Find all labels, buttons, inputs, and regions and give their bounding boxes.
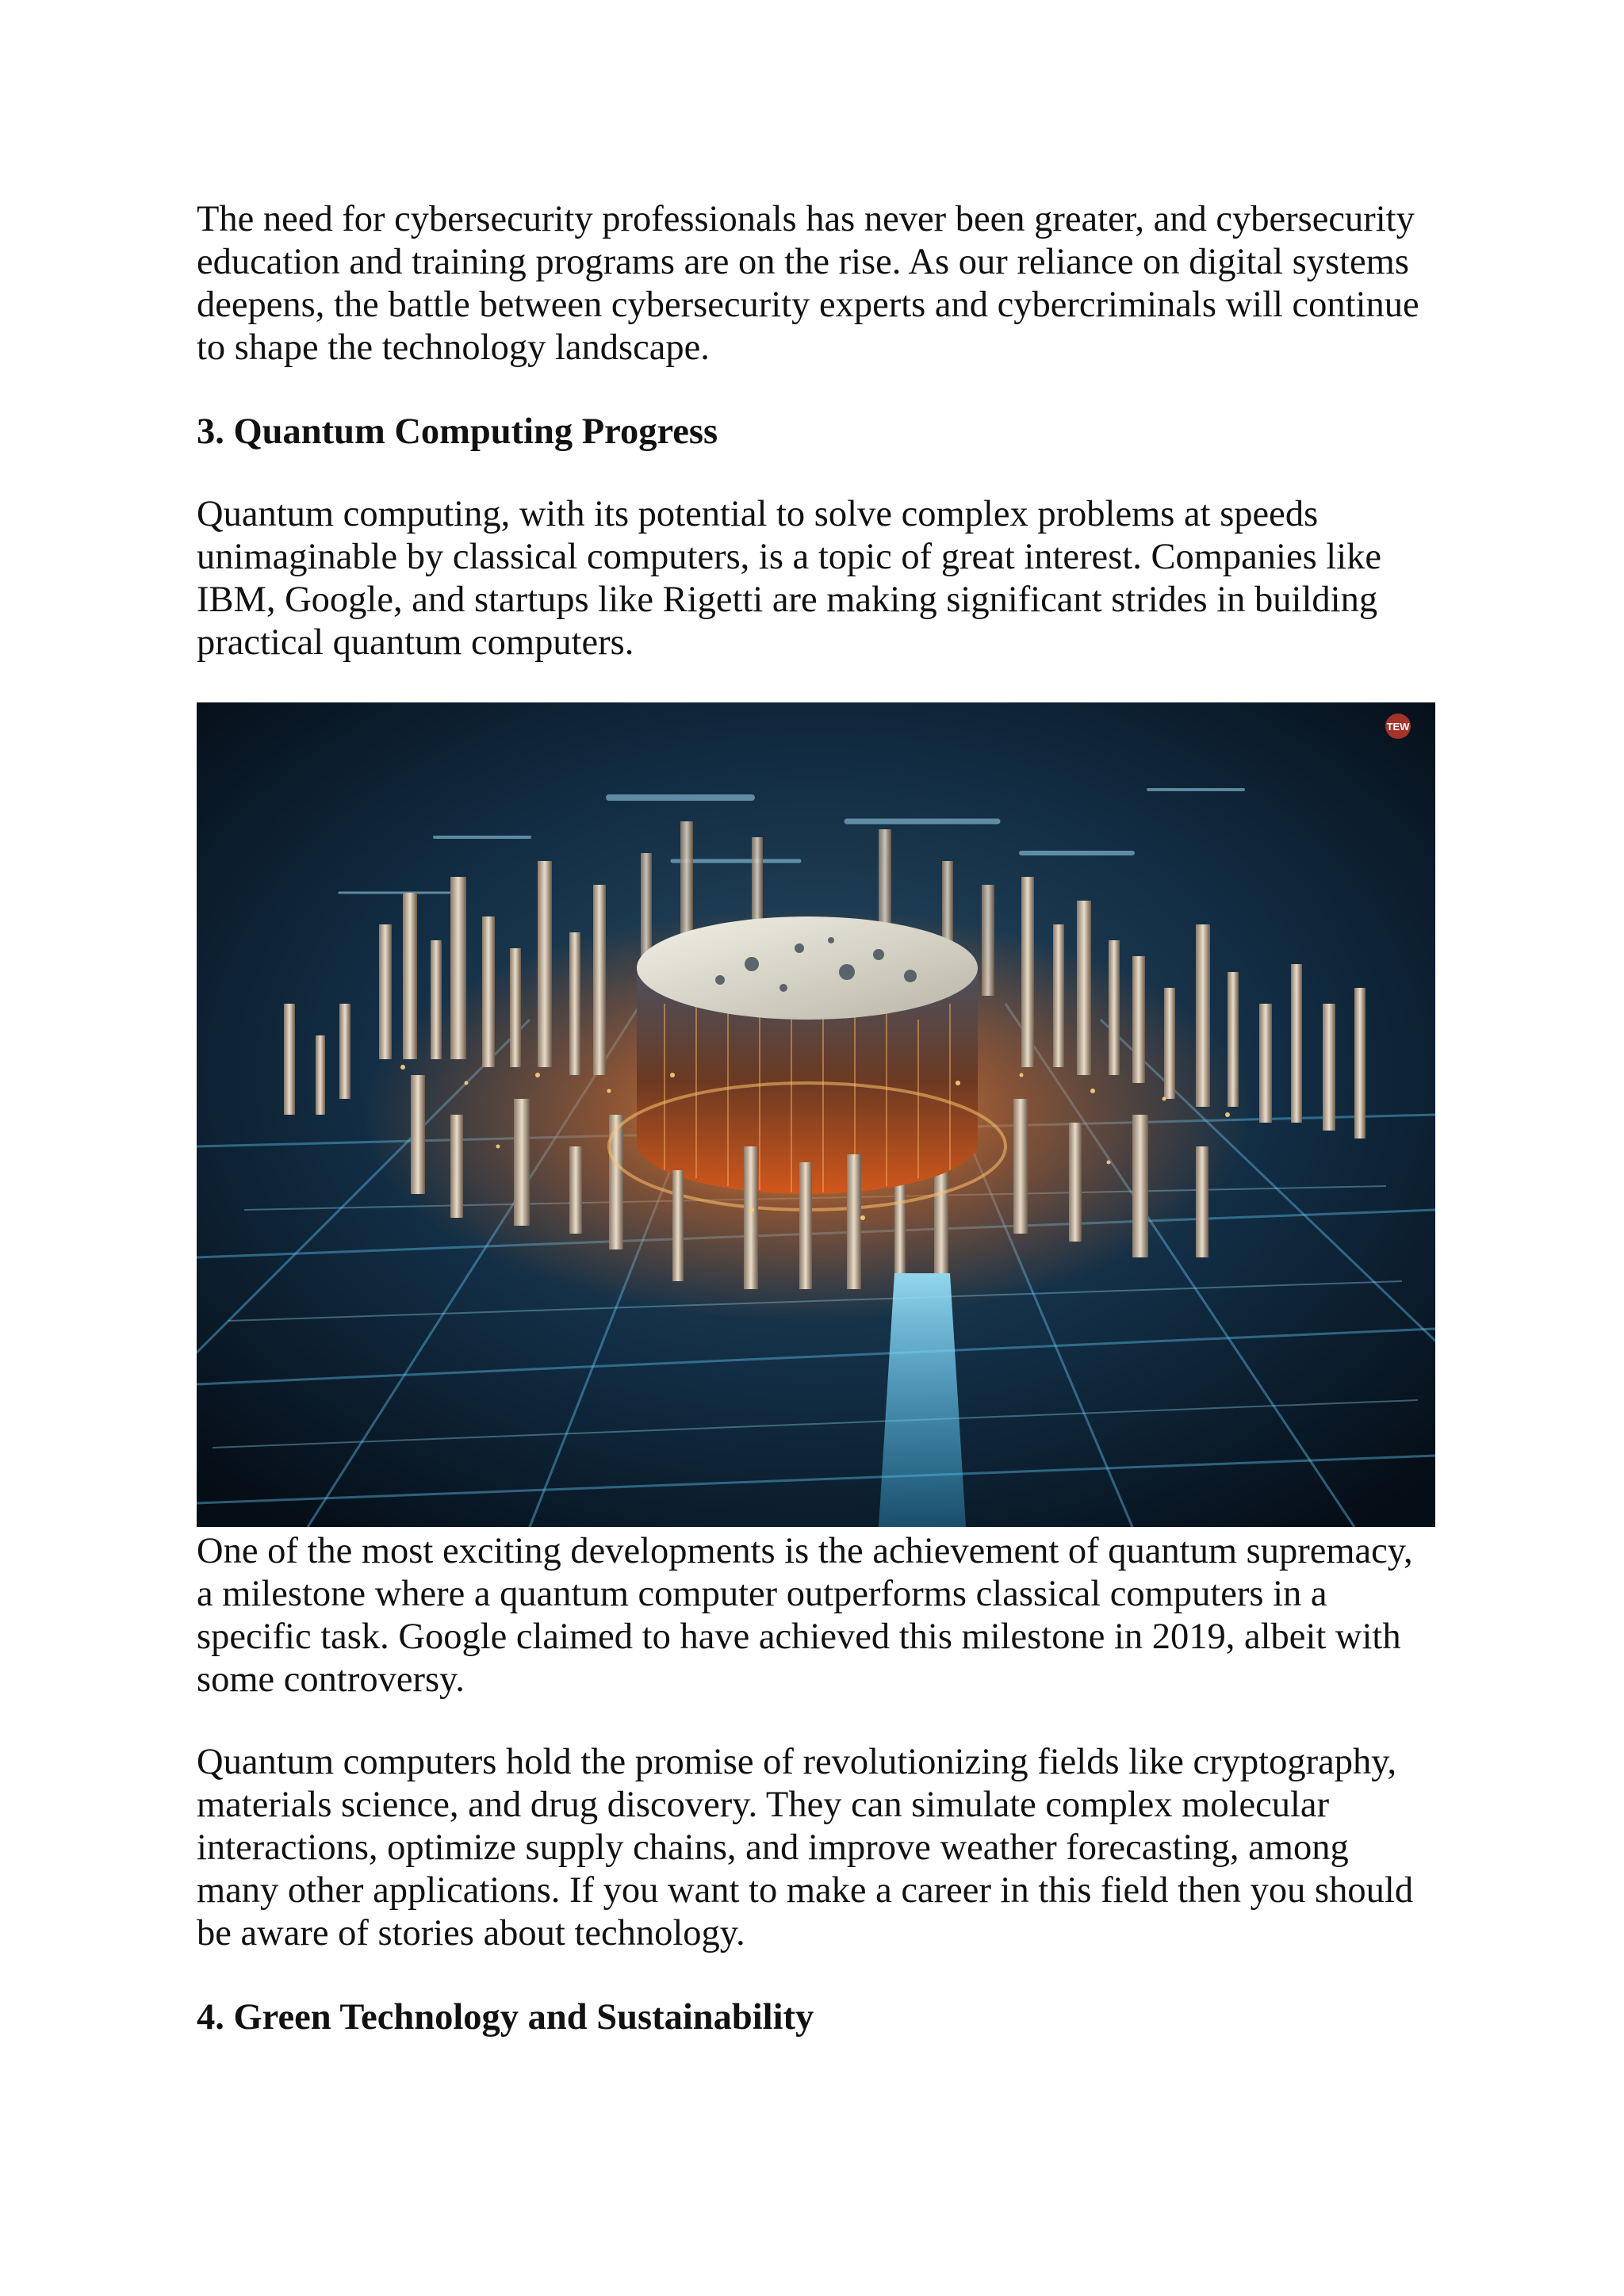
text-line: to shape the technology landscape. [197,327,710,368]
quantum-computer-illustration [197,702,1435,1527]
text-line: Quantum computers hold the promise of revolutionizing fields like cryptography, [197,1742,1397,1782]
text-line: some controversy. [197,1659,465,1700]
text-line: One of the most exciting developments is the achievement of quantum supremacy, [197,1531,1413,1571]
text-line: deepens, the battle between cybersecurity experts and cybercriminals will continue [197,285,1419,325]
tew-watermark [1385,714,1411,739]
intro-paragraph [197,198,1450,369]
quantum-applications-paragraph [197,1741,1450,1955]
text-line: Quantum computing, with its potential to solve complex problems at speeds [197,494,1319,534]
text-line: interactions, optimize supply chains, and improve weather forecasting, among [197,1827,1349,1868]
text-line: be aware of stories about technology. [197,1913,745,1954]
text-line: unimaginable by classical computers, is a topic of great interest. Companies like [197,537,1382,577]
text-line: education and training programs are on the rise. As our reliance on digital systems [197,242,1409,282]
text-line: materials science, and drug discovery. They can simulate complex molecular [197,1785,1330,1825]
section-heading-green-tech: 4. Green Technology and Sustainability [197,1997,814,2038]
quantum-supremacy-paragraph [197,1530,1450,1701]
text-line: specific task. Google claimed to have achieved this milestone in 2019, albeit with [197,1617,1401,1657]
text-line: The need for cybersecurity professionals has never been greater, and cybersecurity [197,199,1415,239]
quantum-intro-paragraph [197,493,1450,664]
text-line: many other applications. If you want to make a career in this field then you should [197,1870,1414,1911]
text-line: practical quantum computers. [197,622,634,663]
watermark-text: TEW [1386,721,1410,733]
text-line: IBM, Google, and startups like Rigetti are making significant strides in building [197,580,1378,620]
text-line: a milestone where a quantum computer outperforms classical computers in a [197,1574,1327,1614]
section-heading-quantum: 3. Quantum Computing Progress [197,411,718,452]
